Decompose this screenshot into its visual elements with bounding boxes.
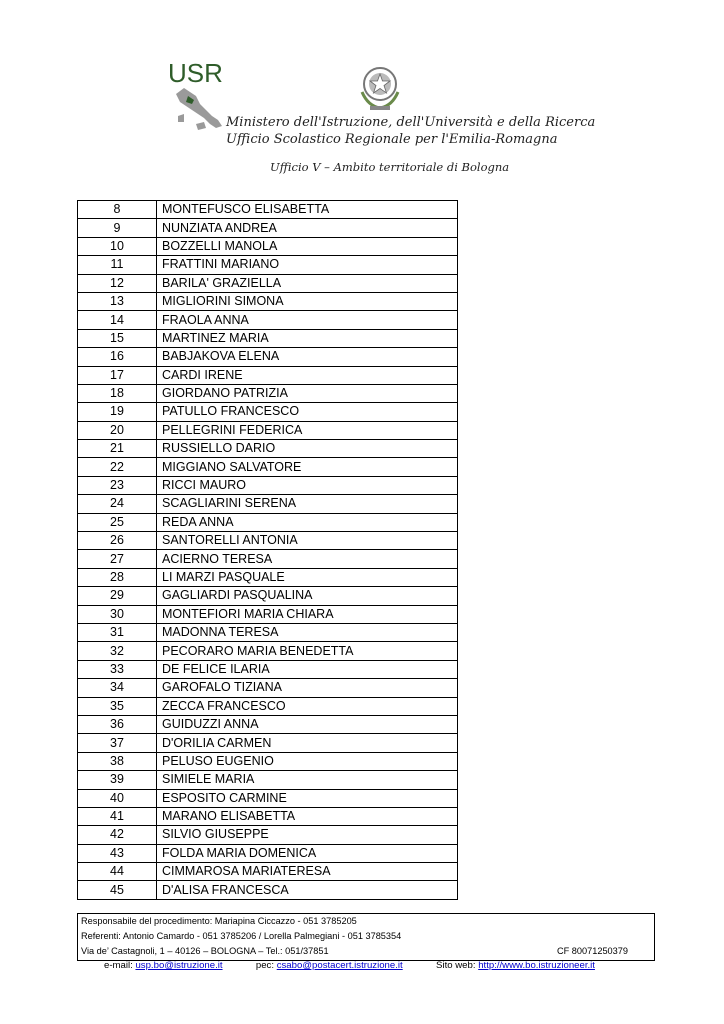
table-row xyxy=(78,458,458,476)
table-row xyxy=(78,826,458,844)
row-name: ESPOSITO CARMINE xyxy=(157,789,458,807)
row-name: NUNZIATA ANDREA xyxy=(157,219,458,237)
row-name: FRATTINI MARIANO xyxy=(157,256,458,274)
row-name: SILVIO GIUSEPPE xyxy=(157,826,458,844)
table-row xyxy=(78,587,458,605)
table-row xyxy=(78,366,458,384)
table-row xyxy=(78,274,458,292)
row-name: D'ALISA FRANCESCA xyxy=(157,881,458,899)
table-row xyxy=(78,697,458,715)
table-row xyxy=(78,440,458,458)
table-row xyxy=(78,844,458,862)
row-number: 32 xyxy=(78,642,157,660)
row-number: 14 xyxy=(78,311,157,329)
table-row xyxy=(78,752,458,770)
row-name: MARTINEZ MARIA xyxy=(157,329,458,347)
table-row xyxy=(78,679,458,697)
table-row xyxy=(78,881,458,899)
row-name: MIGLIORINI SIMONA xyxy=(157,292,458,310)
row-name: ACIERNO TERESA xyxy=(157,550,458,568)
row-number: 43 xyxy=(78,844,157,862)
italian-republic-emblem-icon xyxy=(354,62,406,112)
row-number: 8 xyxy=(78,201,157,219)
row-number: 11 xyxy=(78,256,157,274)
row-number: 20 xyxy=(78,421,157,439)
table-row xyxy=(78,421,458,439)
row-name: PATULLO FRANCESCO xyxy=(157,403,458,421)
row-name: MIGGIANO SALVATORE xyxy=(157,458,458,476)
letterhead xyxy=(0,0,724,190)
table-row xyxy=(78,863,458,881)
row-name: FRAOLA ANNA xyxy=(157,311,458,329)
row-name: MONTEFUSCO ELISABETTA xyxy=(157,201,458,219)
row-number: 30 xyxy=(78,605,157,623)
table-row xyxy=(78,348,458,366)
row-number: 16 xyxy=(78,348,157,366)
row-number: 24 xyxy=(78,495,157,513)
table-row xyxy=(78,201,458,219)
footer-referenti: Referenti: Antonio Camardo - 051 3785206 / Lorella Palmegiani - 051 3785354 xyxy=(81,931,402,942)
row-number: 15 xyxy=(78,329,157,347)
office-name: Ufficio V – Ambito territoriale di Bologna xyxy=(270,160,510,174)
row-name: SIMIELE MARIA xyxy=(157,771,458,789)
row-name: SANTORELLI ANTONIA xyxy=(157,532,458,550)
table-row xyxy=(78,807,458,825)
table-row xyxy=(78,495,458,513)
row-name: RICCI MAURO xyxy=(157,476,458,494)
table-row xyxy=(78,623,458,641)
row-number: 40 xyxy=(78,789,157,807)
row-name: ZECCA FRANCESCO xyxy=(157,697,458,715)
table-row xyxy=(78,403,458,421)
footer-responsabile: Responsabile del procedimento: Mariapina Ciccazzo - 051 3785205 xyxy=(81,916,357,926)
table-row xyxy=(78,513,458,531)
row-name: MADONNA TERESA xyxy=(157,623,458,641)
row-number: 27 xyxy=(78,550,157,568)
footer-address-row xyxy=(78,944,654,959)
table-row xyxy=(78,550,458,568)
row-name: REDA ANNA xyxy=(157,513,458,531)
row-number: 45 xyxy=(78,881,157,899)
pec-link[interactable]: csabo@postacert.istruzione.it xyxy=(276,960,403,971)
row-name: BOZZELLI MANOLA xyxy=(157,237,458,255)
row-name: PECORARO MARIA BENEDETTA xyxy=(157,642,458,660)
table-row xyxy=(78,605,458,623)
email-label: e-mail: xyxy=(104,960,133,971)
row-number: 38 xyxy=(78,752,157,770)
footer-box xyxy=(77,913,655,961)
table-row xyxy=(78,311,458,329)
row-number: 13 xyxy=(78,292,157,310)
row-name: DE FELICE ILARIA xyxy=(157,660,458,678)
footer-contacts xyxy=(104,960,595,971)
row-number: 19 xyxy=(78,403,157,421)
row-name: BABJAKOVA ELENA xyxy=(157,348,458,366)
row-name: RUSSIELLO DARIO xyxy=(157,440,458,458)
table-row xyxy=(78,734,458,752)
row-number: 39 xyxy=(78,771,157,789)
email-link[interactable]: usp.bo@istruzione.it xyxy=(135,960,223,971)
row-name: GIORDANO PATRIZIA xyxy=(157,384,458,402)
row-number: 36 xyxy=(78,715,157,733)
table-row xyxy=(78,476,458,494)
row-name: BARILA' GRAZIELLA xyxy=(157,274,458,292)
row-name: FOLDA MARIA DOMENICA xyxy=(157,844,458,862)
row-name: PELUSO EUGENIO xyxy=(157,752,458,770)
pec-label: pec: xyxy=(255,960,275,971)
row-number: 22 xyxy=(78,458,157,476)
website-label: Sito web: xyxy=(436,960,476,971)
row-name: PELLEGRINI FEDERICA xyxy=(157,421,458,439)
ministry-name xyxy=(226,114,595,148)
ministry-line-2: Ufficio Scolastico Regionale per l'Emilia-Romagna xyxy=(226,132,558,147)
row-number: 44 xyxy=(78,863,157,881)
website-link[interactable]: http://www.bo.istruzioneer.it xyxy=(478,960,595,971)
row-name: MARANO ELISABETTA xyxy=(157,807,458,825)
usr-logo xyxy=(166,58,228,138)
row-number: 12 xyxy=(78,274,157,292)
footer-address: Via de’ Castagnoli, 1 – 40126 – BOLOGNA – Tel.: 051/37851 xyxy=(81,946,329,957)
row-number: 17 xyxy=(78,366,157,384)
row-name: GUIDUZZI ANNA xyxy=(157,715,458,733)
names-table xyxy=(77,200,458,900)
usr-logo-text: USR xyxy=(168,58,223,88)
row-number: 35 xyxy=(78,697,157,715)
row-name: D'ORILIA CARMEN xyxy=(157,734,458,752)
row-name: GAROFALO TIZIANA xyxy=(157,679,458,697)
table-row xyxy=(78,642,458,660)
footer-cf: CF 80071250379 xyxy=(556,946,628,957)
row-number: 10 xyxy=(78,237,157,255)
row-name: MONTEFIORI MARIA CHIARA xyxy=(157,605,458,623)
table-row xyxy=(78,384,458,402)
row-number: 42 xyxy=(78,826,157,844)
row-name: CIMMAROSA MARIATERESA xyxy=(157,863,458,881)
table-row xyxy=(78,532,458,550)
table-row xyxy=(78,237,458,255)
row-number: 23 xyxy=(78,476,157,494)
row-number: 25 xyxy=(78,513,157,531)
row-number: 26 xyxy=(78,532,157,550)
row-name: GAGLIARDI PASQUALINA xyxy=(157,587,458,605)
table-row xyxy=(78,292,458,310)
table-row xyxy=(78,789,458,807)
row-number: 41 xyxy=(78,807,157,825)
row-number: 9 xyxy=(78,219,157,237)
table-row xyxy=(78,219,458,237)
row-number: 29 xyxy=(78,587,157,605)
row-number: 34 xyxy=(78,679,157,697)
table-row xyxy=(78,568,458,586)
table-row xyxy=(78,329,458,347)
row-name: SCAGLIARINI SERENA xyxy=(157,495,458,513)
row-number: 37 xyxy=(78,734,157,752)
row-name: CARDI IRENE xyxy=(157,366,458,384)
row-name: LI MARZI PASQUALE xyxy=(157,568,458,586)
table-row xyxy=(78,771,458,789)
ministry-line-1: Ministero dell'Istruzione, dell'Università e della Ricerca xyxy=(226,115,596,130)
row-number: 18 xyxy=(78,384,157,402)
row-number: 33 xyxy=(78,660,157,678)
table-row xyxy=(78,660,458,678)
row-number: 21 xyxy=(78,440,157,458)
row-number: 28 xyxy=(78,568,157,586)
table-row xyxy=(78,715,458,733)
row-number: 31 xyxy=(78,623,157,641)
table-row xyxy=(78,256,458,274)
